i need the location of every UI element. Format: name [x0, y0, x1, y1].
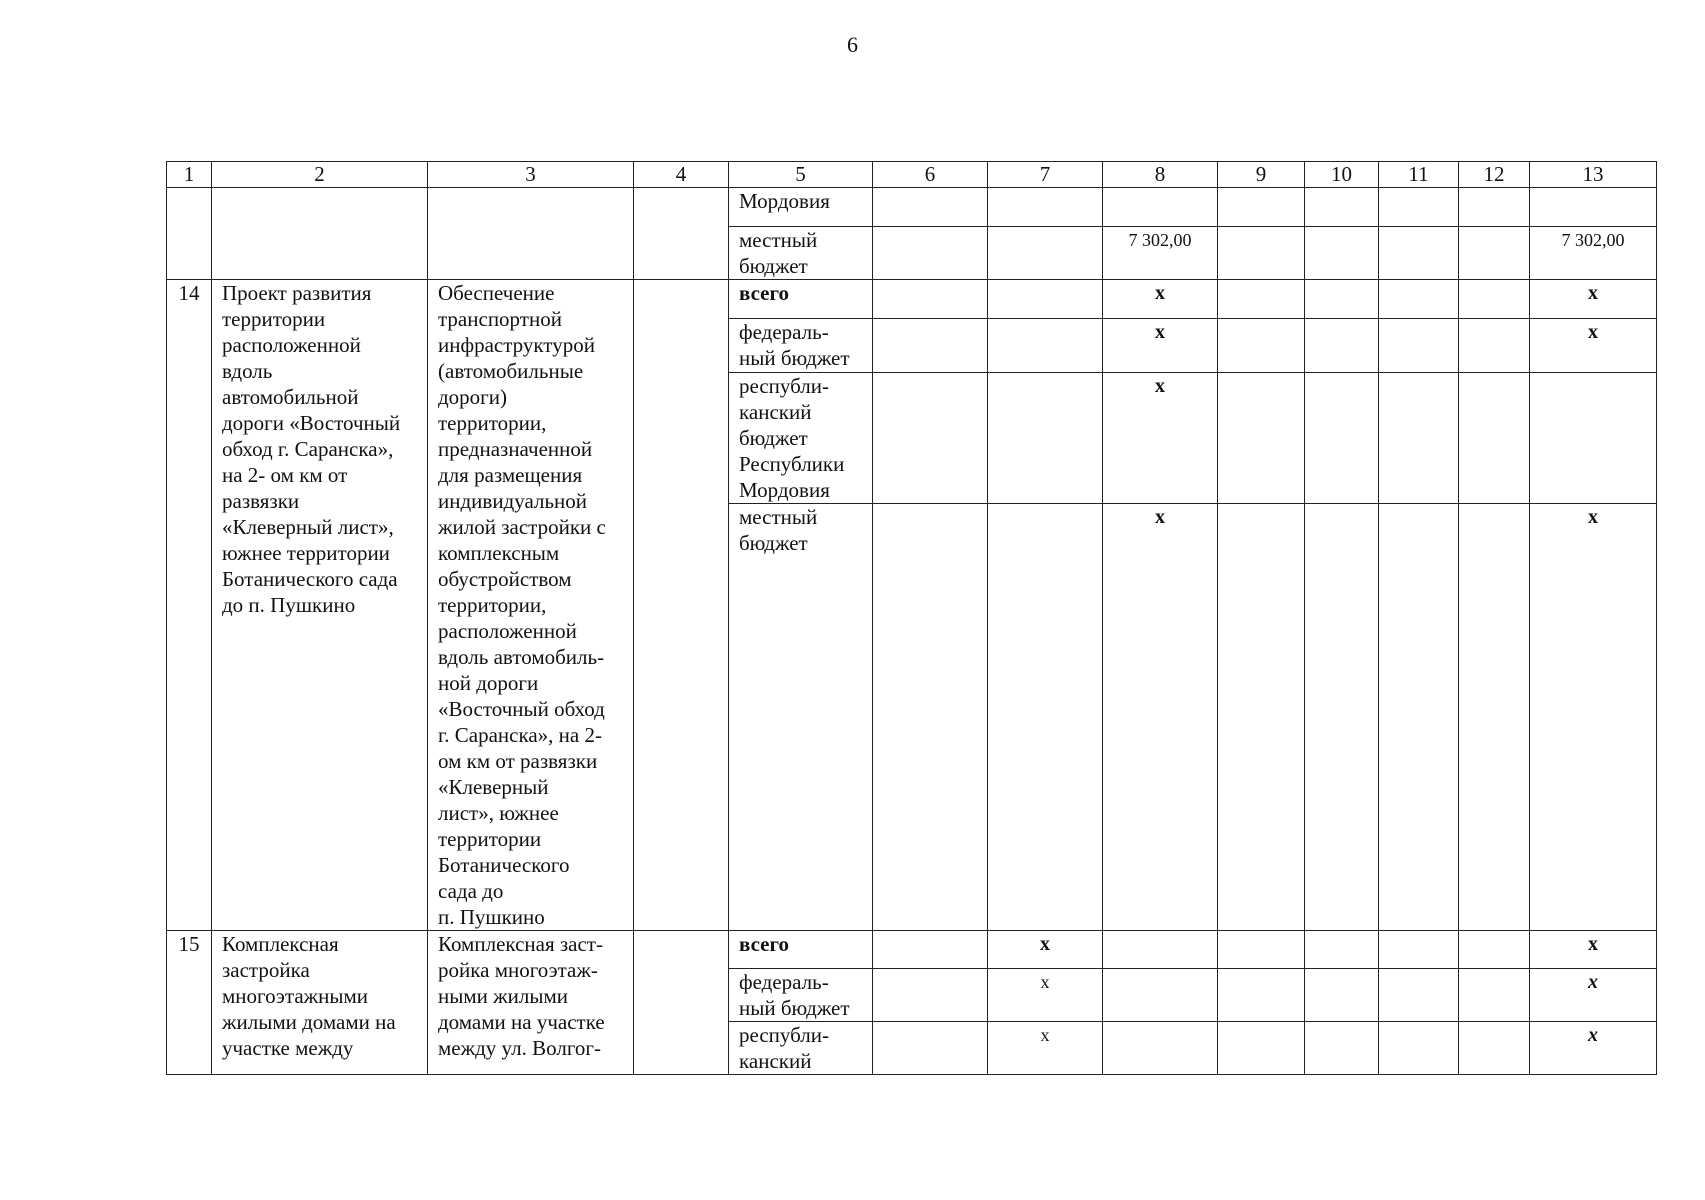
column-header: 3: [428, 162, 634, 188]
value-cell: x: [1530, 969, 1657, 1022]
row-number: 15: [167, 931, 212, 1075]
budget-table: [166, 161, 1657, 1075]
column-header: 2: [212, 162, 428, 188]
value-cell: x: [1530, 504, 1657, 931]
table-row: [167, 280, 1657, 319]
funding-source-cell: местный бюджет: [729, 504, 873, 931]
column-header: 13: [1530, 162, 1657, 188]
cell-empty: [167, 188, 212, 280]
column-header: 12: [1459, 162, 1530, 188]
project-name-cell: Комплексная застройка многоэтажными жилыми домами на участке между: [212, 931, 428, 1075]
value-cell: x: [1530, 319, 1657, 372]
value-cell: x: [988, 1022, 1103, 1075]
column-header: 4: [634, 162, 729, 188]
funding-source-cell: всего: [729, 931, 873, 969]
value-cell: x: [988, 969, 1103, 1022]
value-cell: x: [1103, 372, 1218, 504]
column-header: 6: [873, 162, 988, 188]
cell-empty: [634, 188, 729, 280]
value-cell: x: [1103, 504, 1218, 931]
page-number: 6: [847, 32, 858, 57]
funding-source-cell: федераль- ный бюджет: [729, 969, 873, 1022]
value-cell: x: [1103, 280, 1218, 319]
column-header: 9: [1218, 162, 1305, 188]
column-header: 7: [988, 162, 1103, 188]
table-row: [167, 188, 1657, 227]
funding-source-cell: Мордовия: [729, 188, 873, 227]
column-header: 11: [1379, 162, 1459, 188]
project-name-cell: Проект развития территории расположенной вдоль автомобильной дороги «Восточный обход г. Саранска», на 2- ом км от развязки «Клеверный лист», южнее территории Ботанического сада до п. Пушкино: [212, 280, 428, 931]
value-cell: x: [1530, 1022, 1657, 1075]
funding-source-cell: республи- канский бюджет Республики Мордовия: [729, 372, 873, 504]
column-header: 8: [1103, 162, 1218, 188]
value-cell: 7 302,00: [1530, 227, 1657, 280]
value-cell: x: [988, 931, 1103, 969]
value-cell: x: [1530, 280, 1657, 319]
value-cell: 7 302,00: [1103, 227, 1218, 280]
column-header: 1: [167, 162, 212, 188]
funding-source-cell: местный бюджет: [729, 227, 873, 280]
funding-source-cell: республи- канский: [729, 1022, 873, 1075]
funding-source-cell: всего: [729, 280, 873, 319]
cell-empty: [634, 280, 729, 931]
funding-source-cell: федераль- ный бюджет: [729, 319, 873, 372]
column-header: 5: [729, 162, 873, 188]
value-cell: x: [1103, 319, 1218, 372]
table-header-row: [167, 162, 1657, 188]
project-description-cell: Обеспечение транспортной инфраструктурой (автомобильные дороги) территории, предназначенной для размещения индивидуальной жилой застройки с комплексным обустройством территории, расположенной вдоль автомобиль- ной дороги «Восточный обход г. Саранска», на 2- ом км от развязки «Клеверный лист», южнее территории Ботанического сада до п. Пушкино: [428, 280, 634, 931]
project-description-cell: Комплексная заст- ройка многоэтаж- ными жилыми домами на участке между ул. Волгог-: [428, 931, 634, 1075]
column-header: 10: [1305, 162, 1379, 188]
cell-empty: [212, 188, 428, 280]
value-cell: x: [1530, 931, 1657, 969]
row-number: 14: [167, 280, 212, 931]
cell-empty: [428, 188, 634, 280]
cell-empty: [634, 931, 729, 1075]
table-row: [167, 931, 1657, 969]
